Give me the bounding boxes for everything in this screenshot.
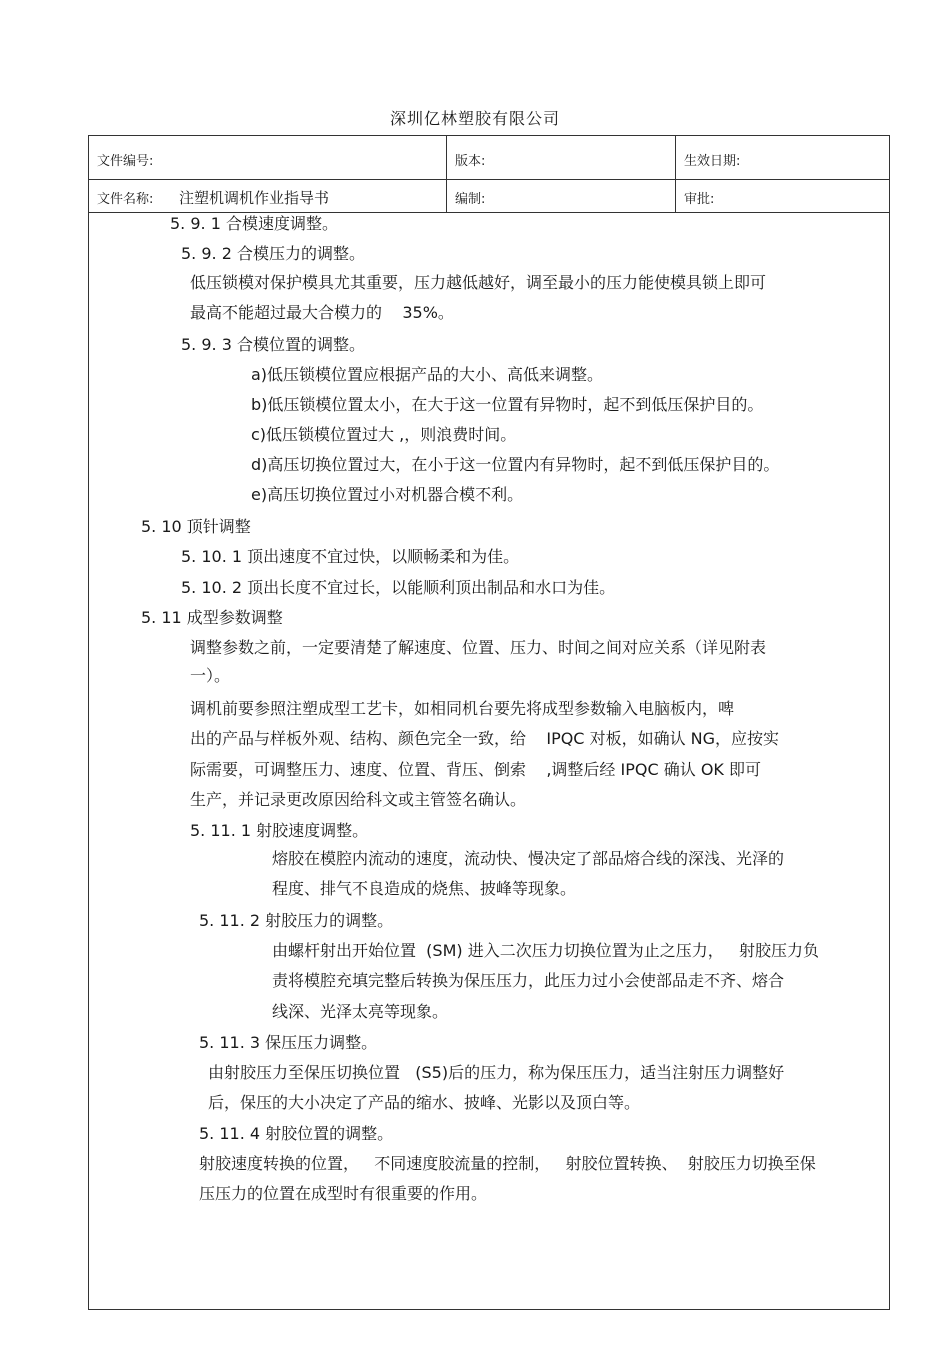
effective-date-label: 生效日期: — [684, 154, 741, 169]
body-line: 熔胶在模腔内流动的速度，流动快、慢决定了部品熔合线的深浅、光泽的 — [272, 849, 785, 868]
body-line: 低压锁模对保护模具尤其重要，压力越低越好，调至最小的压力能使模具锁上即可 — [190, 273, 767, 292]
company-name: 深圳亿林塑胶有限公司 — [389, 109, 560, 128]
clause-5-10-1: 5. 10. 1 顶出速度不宜过快，以顺畅柔和为佳。 — [181, 547, 520, 566]
header-divider-2 — [675, 136, 676, 213]
file-name-label: 文件名称: — [97, 192, 154, 207]
list-item-a: a)低压锁模位置应根据产品的大小、高低来调整。 — [251, 365, 604, 384]
body-line: 际需要，可调整压力、速度、位置、背压、倒索 ,调整后经 IPQC 确认 OK 即可 — [190, 760, 761, 779]
body-line: 生产，并记录更改原因给科文或主管签名确认。 — [190, 790, 527, 809]
body-line: 由螺杆射出开始位置 (SM) 进入二次压力切换位置为止之压力， 射胶压力负 — [272, 941, 819, 960]
body-line: 一）。 — [190, 666, 231, 685]
clause-5-11-2: 5. 11. 2 射胶压力的调整。 — [199, 911, 394, 930]
clause-5-11-4: 5. 11. 4 射胶位置的调整。 — [199, 1124, 394, 1143]
list-item-c: c)低压锁模位置过大 ,，则浪费时间。 — [251, 425, 517, 444]
clause-5-9-1: 5. 9. 1 合模速度调整。 — [170, 214, 338, 233]
body-line: 调机前要参照注塑成型工艺卡，如相同机台要先将成型参数输入电脑板内，啤 — [190, 699, 735, 718]
clause-5-11-3: 5. 11. 3 保压压力调整。 — [199, 1033, 378, 1052]
clause-5-10-2: 5. 10. 2 顶出长度不宜过长，以能顺利顶出制品和水口为佳。 — [181, 578, 616, 597]
body-line: 压压力的位置在成型时有很重要的作用。 — [199, 1184, 488, 1203]
section-5-10: 5. 10 顶针调整 — [141, 517, 251, 536]
clause-5-9-3: 5. 9. 3 合模位置的调整。 — [181, 335, 365, 354]
body-line: 射胶速度转换的位置， 不同速度胶流量的控制， 射胶位置转换、 射胶压力切换至保 — [199, 1154, 816, 1173]
body-line: 最高不能超过最大合模力的 35%。 — [190, 303, 454, 322]
file-name-value: 注塑机调机作业指导书 — [179, 189, 330, 207]
file-no-label: 文件编号: — [97, 154, 154, 169]
approved-label: 审批: — [684, 192, 715, 207]
header-divider-1 — [446, 136, 447, 213]
prepared-label: 编制: — [455, 192, 486, 207]
body-line: 出的产品与样板外观、结构、颜色完全一致，给 IPQC 对板，如确认 NG，应按实 — [190, 729, 780, 748]
list-item-e: e)高压切换位置过小对机器合模不利。 — [251, 485, 524, 504]
body-line: 调整参数之前，一定要清楚了解速度、位置、压力、时间之间对应关系（详见附表 — [190, 638, 767, 657]
section-5-11: 5. 11 成型参数调整 — [141, 608, 283, 627]
body-line: 由射胶压力至保压切换位置 (S5)后的压力，称为保压压力，适当注射压力调整好 — [208, 1063, 785, 1082]
body-line: 线深、光泽太亮等现象。 — [272, 1002, 449, 1021]
body-line: 责将模腔充填完整后转换为保压压力，此压力过小会使部品走不齐、熔合 — [272, 971, 785, 990]
body-line: 程度、排气不良造成的烧焦、披峰等现象。 — [272, 879, 577, 898]
clause-5-11-1: 5. 11. 1 射胶速度调整。 — [190, 821, 369, 840]
list-item-d: d)高压切换位置过大，在小于这一位置内有异物时，起不到低压保护目的。 — [251, 455, 780, 474]
clause-5-9-2: 5. 9. 2 合模压力的调整。 — [181, 244, 365, 263]
version-label: 版本: — [455, 154, 486, 169]
list-item-b: b)低压锁模位置太小，在大于这一位置有异物时，起不到低压保护目的。 — [251, 395, 764, 414]
body-line: 后，保压的大小决定了产品的缩水、披峰、光影以及顶白等。 — [208, 1093, 641, 1112]
header-row-1 — [89, 136, 889, 180]
